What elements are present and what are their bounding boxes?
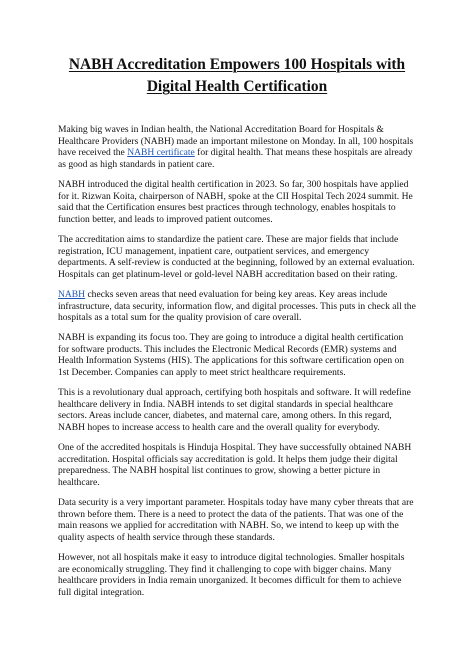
paragraph-text: Data security is a very important parameter. Hospitals today have many cyber threats that are thrown before them. There is a need to protect the data of the patients. That was one of the main reasons we applied for accreditation with NABH. So, we intend to keep up with the quality aspects of health service through these standards. (58, 497, 414, 543)
article-title: NABH Accreditation Empowers 100 Hospitals with Digital Health Certification (68, 56, 406, 95)
paragraph-text: Making big waves in Indian health, the National Accreditation Board for Hospitals & Healthcare Providers (NABH) made an important milestone on Monday. In all, 100 hospitals have received the (58, 124, 414, 159)
paragraph-text: However, not all hospitals make it easy to introduce digital technologies. Smaller hospitals are economically struggling. They find it challenging to cope with bigger chains. Many healthcare providers in India remain unorganized. It becomes difficult for them to achieve full digital integration. (58, 552, 405, 598)
paragraph-text: checks seven areas that need evaluation for being key areas. Key areas include infrastructure, data security, information flow, and digital processes. This puts in check all the hospitals as a total sum for the quality provision of care overall. (58, 288, 416, 324)
paragraph-text: for digital health. That means these hospitals are already as good as high standards in patient care. (58, 147, 413, 170)
paragraph-key-areas (58, 289, 416, 324)
paragraph-accreditation-aims (58, 234, 416, 280)
paragraph-text: NABH introduced the digital health certification in 2023. So far, 300 hospitals have applied for it. Rizwan Koita, chairperson of NABH, spoke at the CII Hospital Tech 2024 summit. He said that the Certification ensures best practices through technology, enables hospitals to function better, and leads to improved patient outcomes. (58, 178, 413, 225)
paragraph-software-certification (58, 332, 416, 378)
paragraph-smaller-hospitals (58, 552, 416, 598)
paragraph-text: The accreditation aims to standardize the patient care. These are major fields that include registration, ICU management, inpatient care, outpatient services, and emergency departments. A self-review is conducted at the beginning, followed by an external evaluation. Hospitals can get platinum-level or gold-level NABH accreditation based on their rating. (58, 233, 415, 280)
paragraph-data-security (58, 497, 416, 543)
paragraph-text: NABH is expanding its focus too. They are going to introduce a digital health certification for software products. This includes the Electronic Medical Records (EMR) systems and Health Information Systems (HIS). The applications for this software certification open on 1st December. Companies can apply to meet strict healthcare requirements. (58, 332, 405, 379)
paragraph-dual-approach (58, 387, 416, 433)
paragraph-introduction-history (58, 179, 416, 225)
paragraph-intro (58, 124, 416, 170)
paragraph-text: One of the accredited hospitals is Hinduja Hospital. They have successfully obtained NABH accreditation. Hospital officials say accreditation is gold. It helps them judge their digital preparedness. The NABH hospital list continues to grow, showing a better picture in healthcare. (58, 442, 412, 488)
paragraph-hinduja-hospital (58, 442, 416, 488)
nabh-certificate-link[interactable]: NABH certificate (127, 147, 195, 159)
nabh-link[interactable]: NABH (58, 288, 86, 300)
paragraph-text: This is a revolutionary dual approach, certifying both hospitals and software. It will redefine healthcare delivery in India. NABH intends to set digital standards in special healthcare sectors. Areas include cancer, diabetes, and maternal care, among others. In this regard, NABH hopes to increase access to health care and the overall quality for everybody. (58, 387, 411, 434)
